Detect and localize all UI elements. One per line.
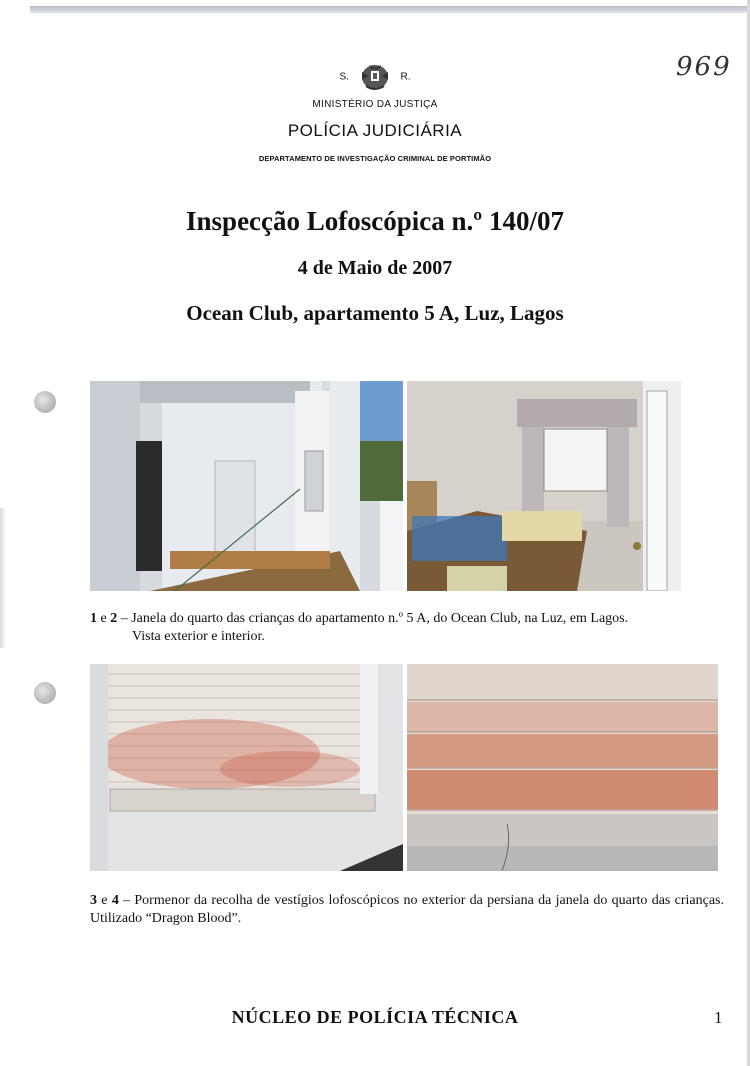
caption-1-text: – Janela do quarto das crianças do apartamento n.º 5 A, do Ocean Club, na Luz, em Lagos. [117, 611, 629, 626]
scan-left-mark [0, 508, 6, 648]
coat-of-arms-icon [358, 62, 392, 92]
document-date: 4 de Maio de 2007 [297, 257, 453, 279]
caption-photos-3-4 [90, 892, 724, 928]
caption-2-num-b: 4 [111, 893, 119, 908]
caption-2-conj: e [97, 893, 112, 908]
seal-letter-left: S. [339, 71, 349, 83]
police-name: POLÍCIA JUDICIÁRIA [287, 121, 463, 140]
punch-hole-bottom [34, 682, 56, 704]
caption-1-line2: Vista exterior e interior. [132, 629, 265, 644]
photo-1-exterior [90, 381, 403, 591]
caption-1-conj: e [97, 611, 111, 626]
ministry-name: MINISTÉRIO DA JUSTIÇA [312, 99, 438, 110]
caption-photos-1-2 [90, 610, 690, 646]
punch-hole-top [34, 391, 56, 413]
footer-page-number: 1 [714, 1008, 723, 1027]
document-location: Ocean Club, apartamento 5 A, Luz, Lagos [186, 301, 564, 325]
caption-2-num-a: 3 [90, 893, 97, 908]
photo-4-shutter-detail [407, 664, 718, 871]
footer-unit: NÚCLEO DE POLÍCIA TÉCNICA [231, 1007, 519, 1027]
scan-top-edge [30, 6, 750, 13]
caption-1-num-a: 1 [90, 611, 97, 626]
caption-2-text: – Pormenor da recolha de vestígios lofoscópicos no exterior da persiana da janela do quarto das crianças. Utilizado “Dragon Blood”. [90, 893, 725, 926]
seal-row [0, 62, 750, 92]
handwritten-page-number: 969 [676, 52, 732, 82]
photo-2-interior [407, 381, 681, 591]
caption-1-num-b: 2 [110, 611, 118, 626]
department-name: DEPARTAMENTO DE INVESTIGAÇÃO CRIMINAL DE PORTIMÃO [258, 154, 492, 163]
seal-letter-right: R. [400, 71, 411, 83]
photo-3-shutter-exterior [90, 664, 403, 871]
document-title: Inspecção Lofoscópica n.º 140/07 [186, 206, 564, 236]
